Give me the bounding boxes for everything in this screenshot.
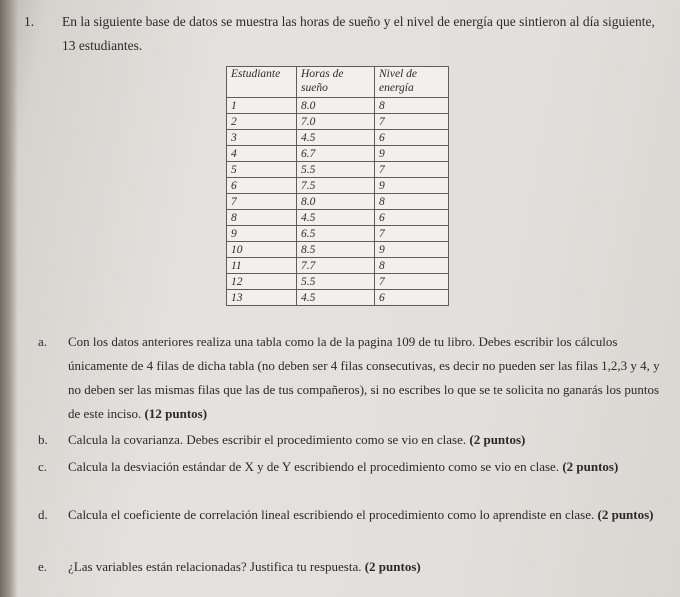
item-c-text: Calcula la desviación estándar de X y de Y escribiendo el procedimiento como se vio en clase. (2 puntos)	[68, 459, 619, 474]
question-intro: En la siguiente base de datos se muestra las horas de sueño y el nivel de energía que sintieron al día siguiente, 13 estudiantes.	[62, 14, 655, 53]
cell-horas: 6.7	[297, 146, 375, 162]
cell-nivel: 7	[375, 274, 449, 290]
sleep-energy-table	[226, 66, 449, 306]
cell-estudiante: 6	[227, 178, 297, 194]
cell-estudiante: 5	[227, 162, 297, 178]
item-c-points: (2 puntos)	[562, 459, 619, 474]
cell-nivel: 8	[375, 98, 449, 114]
table-row	[227, 162, 449, 178]
table-row	[227, 242, 449, 258]
table-row	[227, 178, 449, 194]
item-a-text: Con los datos anteriores realiza una tabla como la de la pagina 109 de tu libro. Debes escribir los cálculos únicamente de 4 filas de dicha tabla (no deben ser 4 filas consecutivas, es decir no pueden ser las filas 1,2,3 y 4, y no deben ser las mismas filas que las de tus compañeros), si no escribes lo que se te solicita no ganarás los puntos de este inciso. (12 puntos)	[68, 334, 660, 421]
item-b-mark: b.	[38, 432, 48, 447]
cell-estudiante: 3	[227, 130, 297, 146]
item-e-points: (2 puntos)	[364, 559, 421, 574]
table-row	[227, 290, 449, 306]
page-shadow-edge	[0, 0, 18, 597]
table-row	[227, 146, 449, 162]
cell-estudiante: 13	[227, 290, 297, 306]
cell-horas: 4.5	[297, 290, 375, 306]
table-row	[227, 114, 449, 130]
cell-horas: 7.0	[297, 114, 375, 130]
cell-estudiante: 8	[227, 210, 297, 226]
item-d-points: (2 puntos)	[597, 507, 654, 522]
cell-nivel: 9	[375, 242, 449, 258]
cell-nivel: 7	[375, 114, 449, 130]
table-row	[227, 194, 449, 210]
table-header-row	[227, 67, 449, 98]
cell-horas: 6.5	[297, 226, 375, 242]
item-d-mark: d.	[38, 507, 48, 522]
cell-estudiante: 4	[227, 146, 297, 162]
header-horas: Horas de sueño	[297, 67, 375, 98]
cell-horas: 7.5	[297, 178, 375, 194]
item-c-mark: c.	[38, 459, 48, 474]
cell-horas: 8.0	[297, 98, 375, 114]
item-b-points: (2 puntos)	[469, 432, 526, 447]
cell-nivel: 9	[375, 146, 449, 162]
cell-horas: 8.0	[297, 194, 375, 210]
cell-nivel: 8	[375, 194, 449, 210]
item-d-text: Calcula el coeficiente de correlación lineal escribiendo el procedimiento como lo aprendiste en clase. (2 puntos)	[68, 507, 654, 522]
table-row	[227, 274, 449, 290]
cell-nivel: 6	[375, 210, 449, 226]
cell-nivel: 7	[375, 226, 449, 242]
item-a-mark: a.	[38, 334, 48, 349]
item-a-points: (12 puntos)	[144, 406, 208, 421]
cell-estudiante: 1	[227, 98, 297, 114]
cell-nivel: 6	[375, 290, 449, 306]
question-number: 1.	[24, 14, 35, 29]
table-row	[227, 210, 449, 226]
cell-horas: 7.7	[297, 258, 375, 274]
table-row	[227, 226, 449, 242]
cell-nivel: 9	[375, 178, 449, 194]
cell-horas: 5.5	[297, 162, 375, 178]
item-e-text: ¿Las variables están relacionadas? Justifica tu respuesta. (2 puntos)	[68, 559, 421, 574]
table-row	[227, 98, 449, 114]
cell-horas: 5.5	[297, 274, 375, 290]
cell-nivel: 6	[375, 130, 449, 146]
cell-nivel: 7	[375, 162, 449, 178]
item-e-mark: e.	[38, 559, 48, 574]
cell-horas: 4.5	[297, 130, 375, 146]
cell-estudiante: 9	[227, 226, 297, 242]
header-estudiante: Estudiante	[227, 67, 297, 98]
header-nivel: Nivel de energía	[375, 67, 449, 98]
cell-estudiante: 12	[227, 274, 297, 290]
table-row	[227, 258, 449, 274]
cell-estudiante: 2	[227, 114, 297, 130]
cell-estudiante: 10	[227, 242, 297, 258]
item-b-text: Calcula la covarianza. Debes escribir el procedimiento como se vio en clase. (2 puntos)	[68, 432, 526, 447]
cell-horas: 4.5	[297, 210, 375, 226]
table-row	[227, 130, 449, 146]
cell-horas: 8.5	[297, 242, 375, 258]
cell-estudiante: 11	[227, 258, 297, 274]
cell-nivel: 8	[375, 258, 449, 274]
cell-estudiante: 7	[227, 194, 297, 210]
